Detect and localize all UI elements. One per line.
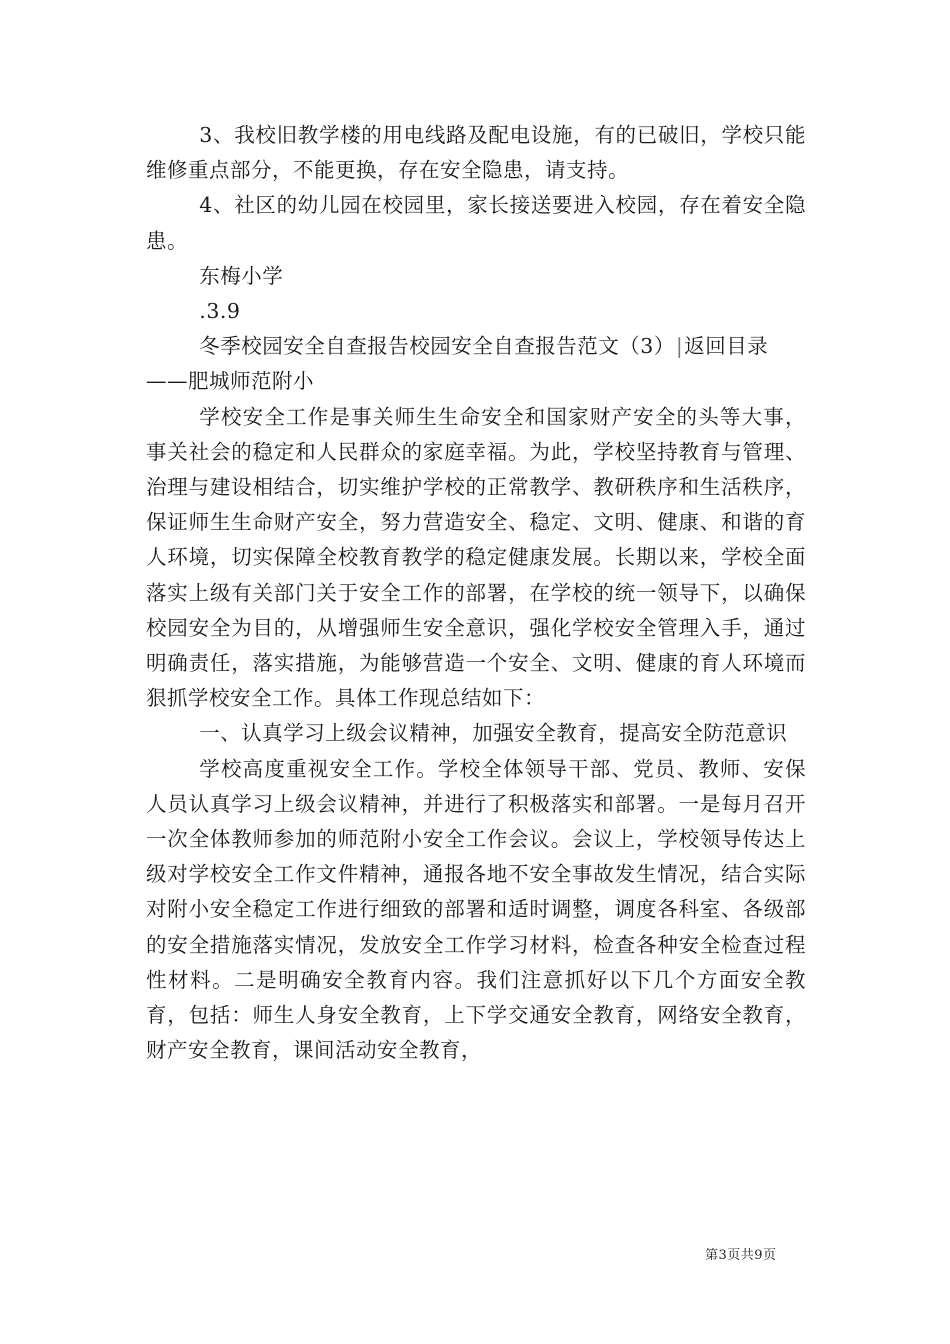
paragraph-intro: 学校安全工作是事关师生生命安全和国家财产安全的头等大事，事关社会的稳定和人民群众的家庭幸福。为此，学校坚持教育与管理、治理与建设相结合，切实维护学校的正常教学、教研秩序和生活秩序，保证师生生命财产安全，努力营造安全、稳定、文明、健康、和谐的育人环境，切实保障全校教育教学的稳定健康发展。长期以来，学校全面落实上级有关部门关于安全工作的部署，在学校的统一领导下，以确保校园安全为目的，从增强师生安全意识，强化学校安全管理入手，通过明确责任，落实措施，为能够营造一个安全、文明、健康的育人环境而狠抓学校安全工作。具体工作现总结如下： [146,404,806,711]
article-title-line [146,329,806,399]
signature-school: 东梅小学 [199,263,284,288]
title-separator: | [675,334,684,359]
article-author: ——肥城师范附小 [146,369,314,394]
paragraph-section-1: 学校高度重视安全工作。学校全体领导干部、党员、教师、安保人员认真学习上级会议精神，并进行了积极落实和部署。一是每月召开一次全体教师参加的师范附小安全工作会议。会议上，学校领导传达上级对学校安全工作文件精神，通报各地不安全事故发生情况，结合实际对附小安全稳定工作进行细致的部署和适时调整，调度各科室、各级部的安全措施落实情况，发放安全工作学习材料，检查各种安全检查过程性材料。二是明确安全教育内容。我们注意抓好以下几个方面安全教育，包括：师生人身安全教育，上下学交通安全教育，网络安全教育，财产安全教育，课间活动安全教育， [146,756,806,1063]
document-body [146,118,806,1068]
return-to-toc-link[interactable]: 返回目录 [684,334,769,359]
paragraph-item-3: 3、我校旧教学楼的用电线路及配电设施，有的已破旧，学校只能维修重点部分，不能更换，存在安全隐患，请支持。 [146,123,806,183]
section-heading-1: 一、认真学习上级会议精神，加强安全教育，提高安全防范意识 [199,721,788,746]
signature-date: .3.9 [199,299,241,324]
paragraph-item-4: 4、社区的幼儿园在校园里，家长接送要进入校园，存在着安全隐患。 [146,193,806,253]
article-title: 冬季校园安全自查报告校园安全自查报告范文（3） [199,334,675,359]
page-number: 第3页共9页 [705,1248,777,1263]
